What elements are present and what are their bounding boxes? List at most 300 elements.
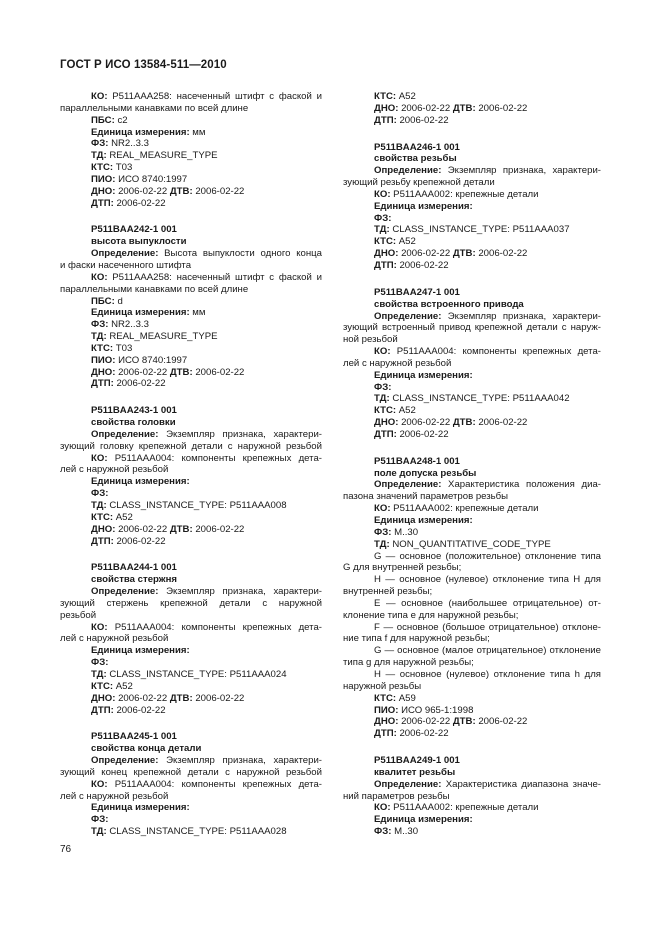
entry-line: [343, 681, 601, 693]
field-label: ДТП:: [374, 114, 397, 126]
field-label: ТД:: [91, 826, 107, 838]
entry-line: [60, 755, 322, 767]
field-value: A59: [396, 692, 416, 704]
entry-line: [343, 260, 601, 272]
field-value: P511AAA002: крепежные детали: [390, 503, 539, 515]
field-label: ПИО:: [91, 173, 116, 185]
entry-line: [60, 500, 322, 512]
field-value: лей с наружной резьбой: [60, 633, 169, 645]
entry-name: свойства встроенного привода: [374, 298, 524, 310]
field-value: 2006-02-22: [475, 102, 528, 114]
entry-name: свойства стержня: [91, 574, 177, 586]
entry-line: [343, 393, 601, 405]
field-value: CLASS_INSTANCE_TYPE: P511AAA037: [389, 224, 570, 236]
field-label: ПИО:: [374, 704, 399, 716]
field-label: ДТП:: [374, 428, 397, 440]
entry-line: [343, 115, 601, 127]
field-value: Экземпляр признака, характери-: [441, 165, 601, 177]
entry-line: [343, 814, 601, 826]
field-value: наружной резьбы: [343, 680, 422, 692]
entry-line: [60, 174, 322, 186]
field-value: Экземпляр признака, характери-: [158, 428, 322, 440]
entry-line: [60, 779, 322, 791]
field-label: Единица измерения:: [91, 645, 190, 657]
entry-line: [343, 503, 601, 515]
entry-line: [60, 284, 322, 296]
field-value: Характеристика диапазона значе-: [441, 778, 601, 790]
dictionary-entry: [60, 405, 322, 547]
entry-line: [343, 551, 601, 563]
field-value: зующий резьбу крепежной детали: [343, 177, 495, 189]
entry-line: [60, 512, 322, 524]
field-label: КТС:: [374, 692, 397, 704]
field-value: P511AAA258: насеченный штифт с фаской и: [107, 271, 322, 283]
field-label: ФЗ:: [374, 212, 392, 224]
field-label: ТД:: [91, 500, 107, 511]
field-value: лей с наружной резьбой: [60, 790, 169, 802]
field-value: 2006-02-22: [475, 417, 528, 429]
entry-line: [343, 224, 601, 236]
entry-line: [343, 610, 601, 622]
entry-line: [60, 633, 322, 645]
field-label: ПБС:: [91, 114, 115, 126]
field-value: внутренней резьбы;: [343, 586, 433, 598]
entry-line: [60, 248, 322, 260]
field-value: M..30: [391, 826, 419, 838]
entry-line: [60, 453, 322, 465]
field-value: ИСО 965-1:1998: [398, 704, 474, 716]
entry-line: [343, 346, 601, 358]
field-label: КО:: [91, 452, 108, 464]
field-value: зующий головку крепежной детали с наружной резьбой: [60, 440, 322, 452]
field-label: КО:: [91, 271, 108, 283]
entry-line: [60, 657, 322, 669]
field-value: 2006-02-22: [396, 728, 449, 740]
entry-line: [343, 165, 601, 177]
entry-line: [60, 162, 322, 174]
entry-line: [60, 441, 322, 453]
field-label: ДНО:: [91, 366, 116, 378]
field-label: ДТВ:: [452, 102, 476, 114]
field-value: CLASS_INSTANCE_TYPE: P511AAA008: [106, 500, 287, 511]
field-value: CLASS_INSTANCE_TYPE: P511AAA028: [106, 826, 287, 838]
entry-line: [343, 236, 601, 248]
entry-line: [343, 779, 601, 791]
field-value: c2: [114, 114, 128, 126]
field-label: ТД:: [91, 331, 107, 343]
entry-name: поле допуска резьбы: [374, 467, 477, 479]
field-value: 2006-02-22: [113, 535, 166, 547]
dictionary-entry: [60, 562, 322, 716]
entry-code: P511BAA246-1 001: [374, 141, 460, 153]
field-value: пазона значений параметров резьбы: [343, 491, 509, 503]
field-label: КО:: [91, 778, 108, 790]
field-value: и фаски насеченного штифта: [60, 259, 192, 271]
field-value: H — основное (нулевое) отклонение типа H для: [374, 574, 601, 586]
field-value: A52: [396, 91, 416, 102]
field-value: P511AAA258: насеченный штифт с фаской и: [107, 91, 322, 102]
entry-code: P511BAA248-1 001: [374, 455, 460, 467]
entry-line: [343, 598, 601, 610]
field-value: 2006-02-22: [115, 692, 170, 704]
entry-line: [60, 103, 322, 115]
field-value: d: [114, 295, 123, 307]
field-value: зующий встроенный привод крепежной детали с наруж-: [343, 322, 601, 334]
entry-line: [343, 177, 601, 189]
entry-line: [60, 693, 322, 705]
entry-line: [60, 355, 322, 367]
entry-line: [60, 150, 322, 162]
field-value: ние типа f для наружной резьбы;: [343, 633, 490, 645]
entry-line: [343, 515, 601, 527]
field-value: 2006-02-22: [115, 523, 170, 535]
entry-line: [343, 201, 601, 213]
left-column: [60, 91, 322, 853]
field-value: 2006-02-22: [113, 378, 166, 390]
field-label: КТС:: [374, 405, 397, 417]
page-number: 76: [60, 844, 72, 855]
field-label: ФЗ:: [374, 826, 392, 838]
field-value: Характеристика положения диа-: [441, 479, 601, 491]
field-label: ДТП:: [91, 378, 114, 390]
entry-line: [343, 586, 601, 598]
entry-line: [60, 138, 322, 150]
entry-line: [343, 491, 601, 503]
field-label: ДТП:: [91, 535, 114, 547]
entry-line: [60, 307, 322, 319]
entry-code: P511BAA244-1 001: [91, 562, 177, 574]
field-value: E — основное (наибольшее отрицательное) от-: [374, 597, 601, 609]
dictionary-entry: [343, 456, 601, 740]
field-label: ДНО:: [374, 716, 399, 728]
entry-name: свойства конца детали: [91, 743, 202, 755]
entry-line: [60, 91, 322, 103]
dictionary-entry: [60, 731, 322, 838]
entry-line: [60, 429, 322, 441]
field-label: ТД:: [91, 150, 107, 162]
entry-code: P511BAA243-1 001: [91, 405, 177, 417]
field-value: 2006-02-22: [115, 185, 170, 197]
field-label: Определение:: [374, 165, 442, 177]
field-label: Единица измерения:: [91, 307, 190, 319]
field-value: G — основное (малое отрицательное) отклонение: [374, 645, 601, 657]
field-label: ФЗ:: [91, 814, 109, 826]
field-label: ФЗ:: [91, 488, 109, 500]
entry-line: [343, 103, 601, 115]
field-label: Определение:: [91, 428, 159, 440]
field-value: T03: [113, 342, 133, 354]
entry-line: [60, 826, 322, 838]
entry-line: [343, 539, 601, 551]
field-value: ний параметров резьбы: [343, 790, 450, 802]
field-value: P511AAA002: крепежные детали: [390, 802, 539, 814]
entry-line: [343, 405, 601, 417]
dictionary-entry: [343, 287, 601, 441]
field-label: ДТВ:: [169, 185, 193, 197]
entry-line: [60, 610, 322, 622]
entry-name: свойства головки: [91, 417, 176, 429]
entry-line: [343, 334, 601, 346]
entry-line: [60, 586, 322, 598]
field-value: 2006-02-22: [113, 197, 166, 209]
entry-line: [343, 562, 601, 574]
field-value: 2006-02-22: [192, 185, 245, 197]
entry-line: [343, 417, 601, 429]
field-value: NON_QUANTITATIVE_CODE_TYPE: [389, 538, 551, 550]
field-label: КО:: [91, 621, 108, 633]
field-label: КТС:: [91, 162, 114, 174]
field-value: F — основное (большое отрицательное) отклоне-: [374, 621, 601, 633]
field-value: REAL_MEASURE_TYPE: [106, 331, 218, 343]
field-label: ПБС:: [91, 295, 115, 307]
field-value: лей с наружной резьбой: [343, 357, 452, 369]
entry-code: P511BAA245-1 001: [91, 731, 177, 743]
field-label: ДТВ:: [452, 716, 476, 728]
field-value: 2006-02-22: [115, 366, 170, 378]
field-value: 2006-02-22: [398, 248, 453, 260]
entry-code: P511BAA247-1 001: [374, 286, 460, 298]
field-label: ТД:: [374, 538, 390, 550]
entry-line: [60, 319, 322, 331]
entry-line: [343, 358, 601, 370]
field-label: ДТВ:: [169, 366, 193, 378]
field-label: ТД:: [374, 393, 390, 405]
entry-line: [60, 645, 322, 657]
entry-line: [343, 213, 601, 225]
entry-line: [60, 331, 322, 343]
field-label: ДНО:: [91, 523, 116, 535]
field-label: Определение:: [91, 248, 159, 260]
field-value: 2006-02-22: [398, 102, 453, 114]
entry-line: [343, 693, 601, 705]
field-value: P511AAA004: компоненты крепежных дета-: [390, 346, 601, 358]
field-value: REAL_MEASURE_TYPE: [106, 150, 218, 162]
field-value: ИСО 8740:1997: [115, 354, 188, 366]
field-value: A52: [113, 511, 133, 523]
entry-line: [60, 476, 322, 488]
entry-line: [60, 791, 322, 803]
field-value: мм: [189, 307, 206, 319]
field-value: A52: [113, 680, 133, 692]
entry-line: [343, 574, 601, 586]
entry-code: P511BAA249-1 001: [374, 755, 460, 767]
field-label: КО:: [374, 188, 391, 200]
field-value: Экземпляр признака, характери-: [158, 586, 322, 598]
entry-line: [343, 370, 601, 382]
entry-line: [343, 633, 601, 645]
field-value: CLASS_INSTANCE_TYPE: P511AAA024: [106, 668, 287, 680]
entry-line: [60, 705, 322, 717]
entry-line: [343, 248, 601, 260]
field-value: резьбой: [60, 609, 97, 621]
entry-line: [343, 479, 601, 491]
field-label: КТС:: [374, 91, 397, 102]
entry-line: [60, 272, 322, 284]
field-value: M..30: [391, 526, 419, 538]
field-label: ФЗ:: [91, 319, 109, 331]
field-value: 2006-02-22: [192, 366, 245, 378]
field-value: 2006-02-22: [192, 692, 245, 704]
field-value: 2006-02-22: [396, 428, 449, 440]
field-value: лей с наружной резьбой: [60, 464, 169, 476]
field-label: Определение:: [374, 778, 442, 790]
field-label: Определение:: [91, 586, 159, 598]
entry-line: [343, 622, 601, 634]
entry-line: [343, 527, 601, 539]
entry-line: [343, 669, 601, 681]
entry-line: [60, 127, 322, 139]
field-value: NR2..3.3: [108, 319, 149, 331]
dictionary-entry: [343, 755, 601, 838]
field-value: мм: [189, 126, 206, 138]
field-value: клонение типа e для наружной резьбы;: [343, 609, 519, 621]
field-value: ИСО 8740:1997: [115, 173, 188, 185]
entry-line: [343, 645, 601, 657]
field-label: ДТВ:: [169, 692, 193, 704]
field-value: P511AAA004: компоненты крепежных дета-: [107, 621, 322, 633]
field-label: ДТП:: [91, 197, 114, 209]
entry-line: [343, 716, 601, 728]
field-value: параллельными канавками по всей длине: [60, 102, 249, 114]
entry-line: [60, 296, 322, 308]
entry-line: [343, 802, 601, 814]
field-value: 2006-02-22: [192, 523, 245, 535]
entry-line: [60, 186, 322, 198]
entry-line: [60, 378, 322, 390]
field-label: Единица измерения:: [374, 369, 473, 381]
field-value: Экземпляр признака, характери-: [441, 310, 601, 322]
field-value: G для внутренней резьбы;: [343, 562, 462, 574]
entry-line: [60, 115, 322, 127]
entry-name: квалитет резьбы: [374, 766, 456, 778]
field-label: Единица измерения:: [91, 802, 190, 814]
field-value: параллельными канавками по всей длине: [60, 283, 249, 295]
entry-line: [60, 260, 322, 272]
field-label: Определение:: [374, 479, 442, 491]
field-value: 2006-02-22: [475, 248, 528, 260]
field-value: 2006-02-22: [396, 259, 449, 271]
field-label: КО:: [374, 503, 391, 515]
entry-line: [343, 791, 601, 803]
entry-line: [60, 681, 322, 693]
field-label: ДНО:: [374, 102, 399, 114]
field-value: H — основное (нулевое) отклонение типа h для: [374, 668, 601, 680]
field-label: Определение:: [91, 755, 159, 767]
field-label: ДТП:: [374, 259, 397, 271]
entry-line: [60, 598, 322, 610]
entry-line: [60, 524, 322, 536]
field-value: зующий конец крепежной детали с наружной резьбой: [60, 766, 322, 778]
entry-line: [343, 429, 601, 441]
entry-line: [60, 488, 322, 500]
field-label: ТД:: [91, 668, 107, 680]
entry-continuation: [343, 91, 601, 127]
field-value: T03: [113, 162, 133, 174]
entry-line: [343, 728, 601, 740]
field-value: Высота выпуклости одного конца: [158, 248, 322, 260]
entry-line: [343, 322, 601, 334]
entry-name: свойства резьбы: [374, 153, 457, 165]
field-value: P511AAA004: компоненты крепежных дета-: [107, 452, 322, 464]
entry-line: [343, 705, 601, 717]
field-label: ДНО:: [374, 248, 399, 260]
field-label: ФЗ:: [91, 138, 109, 150]
field-label: Определение:: [374, 310, 442, 322]
entry-line: [343, 826, 601, 838]
entry-code: P511BAA242-1 001: [91, 224, 177, 236]
field-label: Единица измерения:: [374, 515, 473, 526]
entry-continuation: [60, 91, 322, 209]
right-column: [343, 91, 601, 853]
entry-line: [60, 802, 322, 814]
entry-name: высота выпуклости: [91, 236, 187, 248]
field-label: ФЗ:: [374, 526, 392, 538]
entry-line: [60, 536, 322, 548]
entry-line: [343, 382, 601, 394]
entry-line: [60, 343, 322, 355]
field-value: 2006-02-22: [475, 716, 528, 728]
document-header: ГОСТ Р ИСО 13584-511—2010: [60, 59, 227, 71]
entry-line: [343, 311, 601, 323]
field-label: Единица измерения:: [374, 200, 473, 212]
field-value: типа g для наружной резьбы;: [343, 657, 474, 669]
dictionary-entry: [343, 142, 601, 272]
field-value: P511AAA002: крепежные детали: [390, 188, 539, 200]
field-label: КО:: [374, 346, 391, 358]
field-label: ДТВ:: [452, 417, 476, 429]
field-value: 2006-02-22: [398, 716, 453, 728]
entry-line: [343, 657, 601, 669]
entry-line: [60, 767, 322, 779]
field-label: ДНО:: [91, 692, 116, 704]
entry-line: [343, 91, 601, 103]
field-label: Единица измерения:: [91, 126, 190, 138]
field-label: ДТВ:: [169, 523, 193, 535]
field-label: КТС:: [91, 342, 114, 354]
field-label: ДНО:: [374, 417, 399, 429]
entry-line: [60, 367, 322, 379]
entry-line: [60, 669, 322, 681]
field-label: ПИО:: [91, 354, 116, 366]
field-label: КО:: [374, 802, 391, 814]
field-label: КО:: [91, 91, 108, 102]
entry-line: [60, 198, 322, 210]
field-label: КТС:: [91, 680, 114, 692]
field-value: зующий стержень крепежной детали с наружной: [60, 597, 322, 609]
field-label: ФЗ:: [91, 657, 109, 669]
field-value: Экземпляр признака, характери-: [158, 755, 322, 767]
field-value: A52: [396, 405, 416, 417]
field-label: ДТП:: [374, 728, 397, 740]
field-label: КТС:: [91, 511, 114, 523]
dictionary-entry: [60, 224, 322, 390]
field-label: ДТВ:: [452, 248, 476, 260]
entry-line: [60, 464, 322, 476]
field-label: ДТП:: [91, 704, 114, 716]
field-value: NR2..3.3: [108, 138, 149, 150]
field-value: A52: [396, 236, 416, 248]
entry-line: [60, 814, 322, 826]
field-value: 2006-02-22: [113, 704, 166, 716]
field-label: Единица измерения:: [374, 814, 473, 826]
field-value: ной резьбой: [343, 334, 398, 346]
field-value: CLASS_INSTANCE_TYPE: P511AAA042: [389, 393, 570, 405]
entry-line: [343, 189, 601, 201]
field-value: 2006-02-22: [396, 114, 449, 126]
field-label: ДНО:: [91, 185, 116, 197]
field-label: ФЗ:: [374, 381, 392, 393]
field-value: G — основное (положительное) отклонение типа: [374, 550, 601, 562]
